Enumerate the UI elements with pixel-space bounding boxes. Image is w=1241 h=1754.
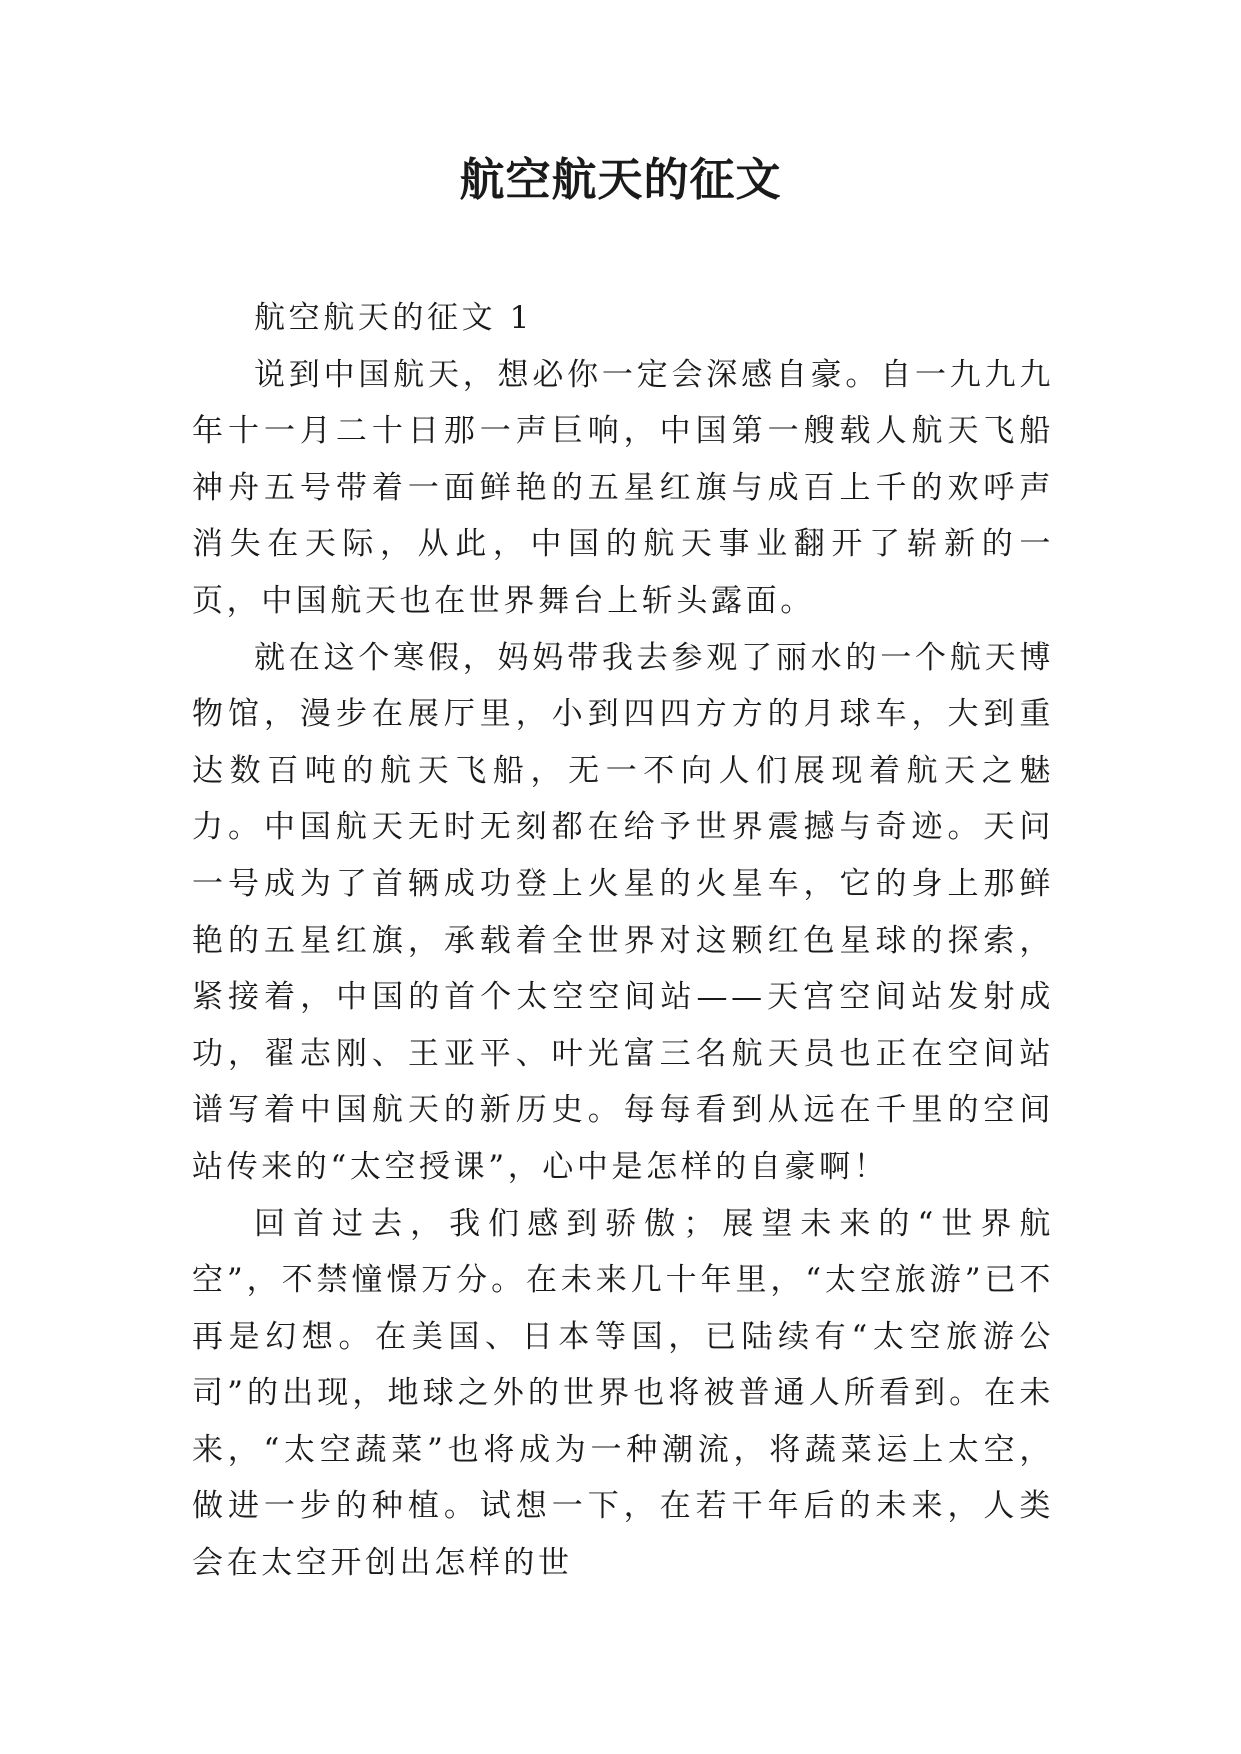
section-heading: 航空航天的征文 1 <box>254 300 533 336</box>
paragraph-3: 回首过去，我们感到骄傲；展望未来的“世界航空”，不禁憧憬万分。在未来几十年里，“太空旅游”已不再是幻想。在美国、日本等国，已陆续有“太空旅游公司”的出现，地球之外的世界也将被普通人所看到。在未来，“太空蔬菜”也将成为一种潮流，将蔬菜运上太空，做进一步的种植。试想一下，在若干年后的未来，人类会在太空开创出怎样的世 <box>192 1205 1054 1582</box>
document-body <box>192 290 1054 1592</box>
paragraph-1: 说到中国航天，想必你一定会深感自豪。自一九九九年十一月二十日那一声巨响，中国第一艘载人航天飞船神舟五号带着一面鲜艳的五星红旗与成百上千的欢呼声消失在天际，从此，中国的航天事业翻开了崭新的一页，中国航天也在世界舞台上斩头露面。 <box>192 356 1054 619</box>
document-title: 航空航天的征文 <box>459 153 782 206</box>
paragraph-2: 就在这个寒假，妈妈带我去参观了丽水的一个航天博物馆，漫步在展厅里，小到四四方方的月球车，大到重达数百吨的航天飞船，无一不向人们展现着航天之魅力。中国航天无时无刻都在给予世界震撼与奇迹。天问一号成为了首辆成功登上火星的火星车，它的身上那鲜艳的五星红旗，承载着全世界对这颗红色星球的探索，紧接着，中国的首个太空空间站——天宫空间站发射成功，翟志刚、王亚平、叶光富三名航天员也正在空间站谱写着中国航天的新历史。每每看到从远在千里的空间站传来的“太空授课”，心中是怎样的自豪啊！ <box>192 639 1054 1185</box>
